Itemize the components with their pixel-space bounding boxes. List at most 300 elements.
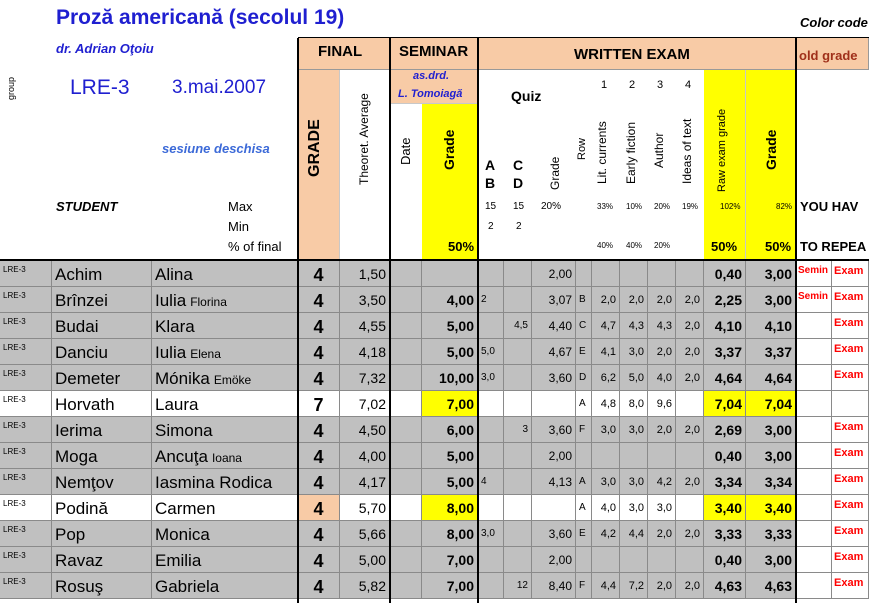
cell-grade[interactable]: [298, 365, 340, 391]
cell-group[interactable]: [0, 365, 52, 391]
cell-row[interactable]: [576, 495, 592, 521]
cell-p2[interactable]: [620, 365, 648, 391]
cell-qab[interactable]: [478, 313, 504, 339]
cell-theo[interactable]: [340, 573, 390, 599]
cell-qab[interactable]: [478, 287, 504, 313]
theoret-average-header: Theoret. Average: [357, 93, 371, 185]
cell-p3[interactable]: [648, 287, 676, 313]
cell-p4[interactable]: [676, 261, 704, 287]
cell-group[interactable]: [0, 417, 52, 443]
cell-last[interactable]: [52, 521, 152, 547]
cell-flag2[interactable]: [832, 287, 869, 313]
cell-flag1[interactable]: [796, 261, 832, 287]
cell-p3[interactable]: [648, 573, 676, 599]
cell-qg[interactable]: [532, 287, 576, 313]
cell-flag2[interactable]: [832, 521, 869, 547]
cell-theo[interactable]: [340, 417, 390, 443]
value-raw: 3,37: [714, 344, 742, 360]
cell-qg[interactable]: [532, 469, 576, 495]
cell-last[interactable]: [52, 339, 152, 365]
cell-p2[interactable]: [620, 313, 648, 339]
color-code-label: Color code: [800, 15, 868, 30]
cell-date[interactable]: [390, 365, 422, 391]
cell-qcd[interactable]: [504, 547, 532, 573]
cell-qcd[interactable]: [504, 287, 532, 313]
divider-seminar-right: [477, 38, 479, 603]
author-name: dr. Adrian Oţoiu: [56, 41, 154, 56]
cell-raw[interactable]: [704, 391, 746, 417]
cell-sem[interactable]: [422, 547, 478, 573]
cell-first[interactable]: [152, 313, 298, 339]
cell-row[interactable]: [576, 521, 592, 547]
divider-final-left: [297, 38, 299, 603]
value-p2: 5,0: [628, 371, 644, 384]
cell-p4[interactable]: [676, 391, 704, 417]
cell-p3[interactable]: [648, 495, 676, 521]
value-first: Ancuţa: [155, 446, 208, 466]
cell-p4[interactable]: [676, 417, 704, 443]
cell-flag1[interactable]: [796, 417, 832, 443]
value-flag2: Exam: [834, 369, 864, 381]
cell-flag1[interactable]: [796, 521, 832, 547]
cell-row[interactable]: [576, 287, 592, 313]
cell-date[interactable]: [390, 495, 422, 521]
cell-grade[interactable]: [298, 339, 340, 365]
cell-grade[interactable]: [298, 469, 340, 495]
cell-last[interactable]: [52, 547, 152, 573]
cell-first[interactable]: [152, 573, 298, 599]
cell-date[interactable]: [390, 261, 422, 287]
value-group: LRE-3: [3, 369, 26, 378]
quiz-d-header: D: [513, 175, 524, 191]
cell-qcd[interactable]: [504, 469, 532, 495]
cell-theo[interactable]: [340, 469, 390, 495]
cell-flag1[interactable]: [796, 469, 832, 495]
cell-group[interactable]: [0, 521, 52, 547]
cell-p2[interactable]: [620, 469, 648, 495]
cell-date[interactable]: [390, 443, 422, 469]
cell-raw[interactable]: [704, 495, 746, 521]
cell-p1[interactable]: [592, 391, 620, 417]
cell-group[interactable]: [0, 339, 52, 365]
quiz-cd-max: 15: [513, 201, 525, 212]
cell-sem[interactable]: [422, 287, 478, 313]
cell-raw[interactable]: [704, 287, 746, 313]
seminar-teacher-1: as.drd.: [413, 70, 450, 82]
cell-p1[interactable]: [592, 495, 620, 521]
cell-flag2[interactable]: [832, 261, 869, 287]
cell-p4[interactable]: [676, 339, 704, 365]
cell-qab[interactable]: [478, 339, 504, 365]
cell-row[interactable]: [576, 443, 592, 469]
value-sem: 10,00: [438, 370, 474, 386]
cell-group[interactable]: [0, 261, 52, 287]
cell-exam[interactable]: [746, 573, 796, 599]
cell-p4[interactable]: [676, 287, 704, 313]
cell-first[interactable]: [152, 339, 298, 365]
cell-qg[interactable]: [532, 521, 576, 547]
quiz-grade-pct: 20%: [541, 201, 562, 212]
cell-sem[interactable]: [422, 391, 478, 417]
cell-p4[interactable]: [676, 495, 704, 521]
cell-qcd[interactable]: [504, 495, 532, 521]
cell-theo[interactable]: [340, 313, 390, 339]
cell-flag1[interactable]: [796, 573, 832, 599]
cell-p1[interactable]: [592, 339, 620, 365]
cell-p2[interactable]: [620, 521, 648, 547]
cell-last[interactable]: [52, 313, 152, 339]
value-p3: 4,0: [656, 371, 672, 384]
cell-qg[interactable]: [532, 339, 576, 365]
cell-flag2[interactable]: [832, 547, 869, 573]
cell-flag2[interactable]: [832, 339, 869, 365]
cell-qcd[interactable]: [504, 391, 532, 417]
cell-last[interactable]: [52, 365, 152, 391]
cell-grade[interactable]: [298, 391, 340, 417]
cell-p1[interactable]: [592, 573, 620, 599]
cell-qab[interactable]: [478, 417, 504, 443]
cell-flag1[interactable]: [796, 365, 832, 391]
cell-qab[interactable]: [478, 495, 504, 521]
cell-grade[interactable]: [298, 417, 340, 443]
divider-exam-right: [795, 38, 797, 603]
cell-first[interactable]: [152, 495, 298, 521]
cell-grade[interactable]: [298, 521, 340, 547]
value-row: F: [579, 424, 586, 435]
cell-p2[interactable]: [620, 443, 648, 469]
cell-p3[interactable]: [648, 365, 676, 391]
cell-date[interactable]: [390, 391, 422, 417]
cell-grade[interactable]: [298, 313, 340, 339]
cell-grade[interactable]: [298, 573, 340, 599]
cell-exam[interactable]: [746, 547, 796, 573]
cell-p2[interactable]: [620, 261, 648, 287]
cell-exam[interactable]: [746, 365, 796, 391]
value-qcd: 3: [522, 424, 528, 435]
value-raw: 2,69: [714, 422, 742, 438]
cell-first[interactable]: [152, 443, 298, 469]
value-last: Moga: [55, 446, 98, 466]
cell-first[interactable]: [152, 391, 298, 417]
cell-p3[interactable]: [648, 339, 676, 365]
value-first: Simona: [155, 420, 213, 440]
value-first2: Florina: [190, 294, 227, 309]
cell-exam[interactable]: [746, 339, 796, 365]
cell-p4[interactable]: [676, 573, 704, 599]
cell-first[interactable]: [152, 417, 298, 443]
cell-date[interactable]: [390, 287, 422, 313]
cell-qcd[interactable]: [504, 313, 532, 339]
cell-qcd[interactable]: [504, 521, 532, 547]
cell-group[interactable]: [0, 287, 52, 313]
cell-p4[interactable]: [676, 469, 704, 495]
cell-first[interactable]: [152, 521, 298, 547]
cell-p3[interactable]: [648, 261, 676, 287]
cell-qab[interactable]: [478, 573, 504, 599]
date-header: Date: [398, 137, 413, 165]
cell-group[interactable]: [0, 443, 52, 469]
cell-sem[interactable]: [422, 417, 478, 443]
value-flag2: Exam: [834, 473, 864, 485]
cell-p3[interactable]: [648, 547, 676, 573]
cell-p2[interactable]: [620, 547, 648, 573]
grade-max: 82%: [776, 202, 793, 211]
cell-qcd[interactable]: [504, 261, 532, 287]
cell-raw[interactable]: [704, 261, 746, 287]
cell-exam[interactable]: [746, 521, 796, 547]
cell-p3[interactable]: [648, 521, 676, 547]
cell-theo[interactable]: [340, 443, 390, 469]
cell-qg[interactable]: [532, 443, 576, 469]
cell-qg[interactable]: [532, 391, 576, 417]
cell-row[interactable]: [576, 365, 592, 391]
cell-date[interactable]: [390, 573, 422, 599]
cell-theo[interactable]: [340, 287, 390, 313]
cell-p1[interactable]: [592, 417, 620, 443]
cell-row[interactable]: [576, 391, 592, 417]
value-p3: 4,3: [656, 319, 672, 332]
cell-row[interactable]: [576, 339, 592, 365]
cell-p1[interactable]: [592, 547, 620, 573]
cell-theo[interactable]: [340, 339, 390, 365]
cell-qg[interactable]: [532, 261, 576, 287]
p2-pct: 40%: [626, 241, 643, 250]
cell-p1[interactable]: [592, 469, 620, 495]
value-raw: 3,40: [714, 500, 742, 516]
cell-p3[interactable]: [648, 417, 676, 443]
cell-qab[interactable]: [478, 547, 504, 573]
value-group: LRE-3: [3, 525, 26, 534]
cell-first[interactable]: [152, 547, 298, 573]
you-have-text: YOU HAV: [800, 199, 859, 214]
value-exam: 4,63: [764, 578, 792, 594]
value-last: Ierima: [55, 420, 103, 440]
cell-p1[interactable]: [592, 443, 620, 469]
cell-last[interactable]: [52, 495, 152, 521]
cell-row[interactable]: [576, 313, 592, 339]
cell-p1[interactable]: [592, 287, 620, 313]
cell-raw[interactable]: [704, 313, 746, 339]
cell-qcd[interactable]: [504, 443, 532, 469]
cell-p1[interactable]: [592, 521, 620, 547]
cell-p2[interactable]: [620, 573, 648, 599]
cell-qcd[interactable]: [504, 573, 532, 599]
cell-p2[interactable]: [620, 495, 648, 521]
cell-raw[interactable]: [704, 547, 746, 573]
cell-flag1[interactable]: [796, 495, 832, 521]
cell-first[interactable]: [152, 287, 298, 313]
cell-row[interactable]: [576, 547, 592, 573]
cell-p2[interactable]: [620, 417, 648, 443]
cell-last[interactable]: [52, 391, 152, 417]
value-raw: 4,64: [714, 370, 742, 386]
value-group: LRE-3: [3, 343, 26, 352]
value-flag2: Exam: [834, 343, 864, 355]
cell-raw[interactable]: [704, 417, 746, 443]
value-raw: 0,40: [714, 448, 742, 464]
cell-qg[interactable]: [532, 495, 576, 521]
cell-p4[interactable]: [676, 521, 704, 547]
value-qg: 2,00: [548, 267, 572, 281]
cell-group[interactable]: [0, 495, 52, 521]
cell-row[interactable]: [576, 573, 592, 599]
cell-raw[interactable]: [704, 365, 746, 391]
cell-first[interactable]: [152, 469, 298, 495]
cell-exam[interactable]: [746, 391, 796, 417]
cell-theo[interactable]: [340, 495, 390, 521]
cell-theo[interactable]: [340, 391, 390, 417]
cell-qg[interactable]: [532, 365, 576, 391]
cell-group[interactable]: [0, 313, 52, 339]
cell-qab[interactable]: [478, 443, 504, 469]
cell-date[interactable]: [390, 547, 422, 573]
cell-exam[interactable]: [746, 495, 796, 521]
cell-theo[interactable]: [340, 547, 390, 573]
cell-exam[interactable]: [746, 443, 796, 469]
cell-group[interactable]: [0, 547, 52, 573]
value-p2: 7,2: [628, 579, 644, 592]
cell-last[interactable]: [52, 417, 152, 443]
cell-p3[interactable]: [648, 469, 676, 495]
value-first: Alina: [155, 264, 193, 284]
cell-p4[interactable]: [676, 443, 704, 469]
cell-exam[interactable]: [746, 417, 796, 443]
cell-qab[interactable]: [478, 391, 504, 417]
cell-flag2[interactable]: [832, 469, 869, 495]
cell-grade[interactable]: [298, 261, 340, 287]
cell-raw[interactable]: [704, 469, 746, 495]
cell-p1[interactable]: [592, 365, 620, 391]
cell-raw[interactable]: [704, 521, 746, 547]
cell-date[interactable]: [390, 339, 422, 365]
quiz-a-header: A: [485, 157, 496, 173]
cell-p2[interactable]: [620, 287, 648, 313]
cell-raw[interactable]: [704, 443, 746, 469]
value-sem: 6,00: [446, 422, 474, 438]
cell-flag1[interactable]: [796, 313, 832, 339]
cell-date[interactable]: [390, 313, 422, 339]
cell-last[interactable]: [52, 573, 152, 599]
cell-exam[interactable]: [746, 469, 796, 495]
cell-last[interactable]: [52, 469, 152, 495]
cell-flag2[interactable]: [832, 391, 869, 417]
cell-row[interactable]: [576, 469, 592, 495]
cell-sem[interactable]: [422, 365, 478, 391]
cell-qg[interactable]: [532, 313, 576, 339]
cell-p1[interactable]: [592, 261, 620, 287]
cell-sem[interactable]: [422, 339, 478, 365]
cell-first[interactable]: [152, 365, 298, 391]
value-sem: 8,00: [446, 526, 474, 542]
cell-last[interactable]: [52, 261, 152, 287]
cell-flag1[interactable]: [796, 547, 832, 573]
cell-qcd[interactable]: [504, 339, 532, 365]
cell-qcd[interactable]: [504, 365, 532, 391]
raw-exam-grade-header: Raw exam grade: [716, 108, 728, 192]
cell-last[interactable]: [52, 443, 152, 469]
cell-date[interactable]: [390, 417, 422, 443]
cell-sem[interactable]: [422, 313, 478, 339]
cell-flag2[interactable]: [832, 573, 869, 599]
cell-qg[interactable]: [532, 573, 576, 599]
cell-p4[interactable]: [676, 313, 704, 339]
cell-flag1[interactable]: [796, 287, 832, 313]
cell-first[interactable]: [152, 261, 298, 287]
value-group: LRE-3: [3, 265, 26, 274]
cell-qab[interactable]: [478, 521, 504, 547]
cell-qcd[interactable]: [504, 417, 532, 443]
cell-row[interactable]: [576, 417, 592, 443]
cell-qab[interactable]: [478, 261, 504, 287]
cell-raw[interactable]: [704, 339, 746, 365]
cell-flag2[interactable]: [832, 443, 869, 469]
cell-p4[interactable]: [676, 547, 704, 573]
cell-p3[interactable]: [648, 443, 676, 469]
cell-flag1[interactable]: [796, 339, 832, 365]
cell-sem[interactable]: [422, 521, 478, 547]
cell-grade[interactable]: [298, 287, 340, 313]
cell-p3[interactable]: [648, 391, 676, 417]
value-flag2: Exam: [834, 499, 864, 511]
cell-exam[interactable]: [746, 261, 796, 287]
cell-qab[interactable]: [478, 365, 504, 391]
cell-group[interactable]: [0, 573, 52, 599]
value-qg: 3,60: [548, 371, 572, 385]
value-theo: 4,55: [358, 318, 386, 334]
value-first: Laura: [155, 394, 199, 414]
cell-flag2[interactable]: [832, 365, 869, 391]
cell-flag1[interactable]: [796, 391, 832, 417]
cell-p2[interactable]: [620, 339, 648, 365]
cell-flag2[interactable]: [832, 313, 869, 339]
cell-sem[interactable]: [422, 469, 478, 495]
session-note: sesiune deschisa: [162, 141, 270, 156]
cell-raw[interactable]: [704, 573, 746, 599]
cell-exam[interactable]: [746, 313, 796, 339]
cell-theo[interactable]: [340, 261, 390, 287]
cell-sem[interactable]: [422, 261, 478, 287]
cell-theo[interactable]: [340, 521, 390, 547]
cell-p2[interactable]: [620, 391, 648, 417]
cell-flag2[interactable]: [832, 495, 869, 521]
cell-sem[interactable]: [422, 573, 478, 599]
cell-p1[interactable]: [592, 313, 620, 339]
cell-sem[interactable]: [422, 443, 478, 469]
value-exam: 4,64: [764, 370, 792, 386]
cell-group[interactable]: [0, 391, 52, 417]
cell-qg[interactable]: [532, 417, 576, 443]
cell-qg[interactable]: [532, 547, 576, 573]
cell-qab[interactable]: [478, 469, 504, 495]
cell-group[interactable]: [0, 469, 52, 495]
value-theo: 3,50: [358, 292, 386, 308]
cell-sem[interactable]: [422, 495, 478, 521]
cell-exam[interactable]: [746, 287, 796, 313]
cell-p4[interactable]: [676, 365, 704, 391]
cell-date[interactable]: [390, 521, 422, 547]
value-qab: 4: [481, 476, 487, 487]
cell-grade[interactable]: [298, 547, 340, 573]
cell-date[interactable]: [390, 469, 422, 495]
cell-theo[interactable]: [340, 365, 390, 391]
cell-grade[interactable]: [298, 443, 340, 469]
cell-row[interactable]: [576, 261, 592, 287]
cell-last[interactable]: [52, 287, 152, 313]
cell-flag2[interactable]: [832, 417, 869, 443]
cell-flag1[interactable]: [796, 443, 832, 469]
cell-p3[interactable]: [648, 313, 676, 339]
cell-grade[interactable]: [298, 495, 340, 521]
